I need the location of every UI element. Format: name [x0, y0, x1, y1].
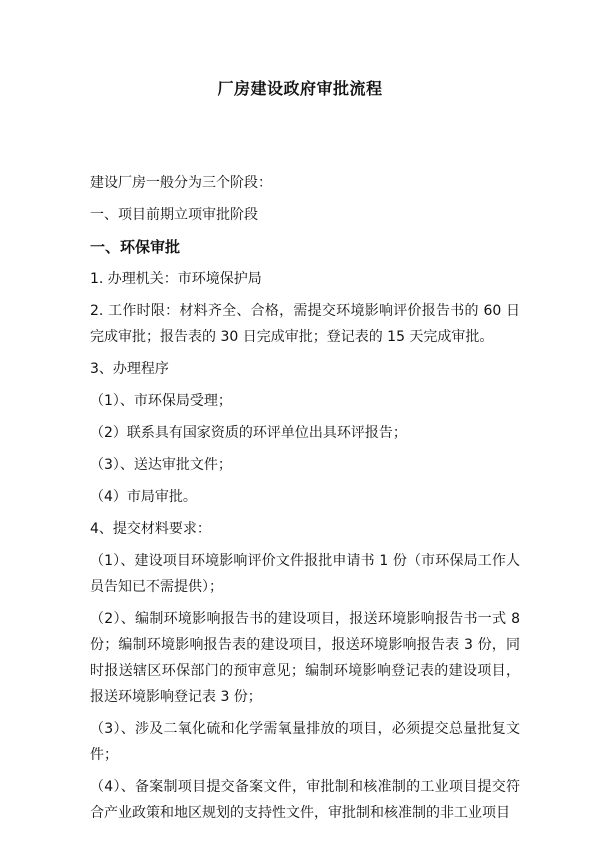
list-item-material-3: （3）、涉及二氧化硫和化学需氧量排放的项目，必须提交总量批复文件； [90, 721, 520, 763]
list-item-procedure-3: （3）、送达审批文件； [90, 457, 232, 473]
paragraph-intro: 建设厂房一般分为三个阶段： [90, 175, 272, 191]
list-item-material-1: （1）、建设项目环境影响评价文件报批申请书 1 份（市环保局工作人员告知已不需提供）； [90, 553, 520, 595]
document-title: 厂房建设政府审批流程 [217, 79, 383, 98]
paragraph-materials-heading: 4、提交材料要求： [90, 521, 211, 537]
paragraph-procedure-heading: 3、办理程序 [90, 361, 169, 377]
list-item-material-4: （4）、备案制项目提交备案文件，审批制和核准制的工业项目提交符合产业政策和地区规划的支持性文件，审批制和核准制的非工业项目 [90, 779, 520, 821]
list-item-procedure-1: （1）、市环保局受理； [90, 393, 232, 409]
section-heading-stage-one: 一、项目前期立项审批阶段 [90, 207, 258, 223]
list-item-material-2: （2）、编制环境影响报告书的建设项目，报送环境影响报告书一式 8 份；编制环境影响报告表的建设项目，报送环境影响报告表 3 份，同时报送辖区环保部门的预审意见；编制环境影响登记表的建设项目，报送环境影响登记表 3 份； [90, 611, 525, 705]
list-item-procedure-2: （2）联系具有国家资质的环评单位出具环评报告； [90, 425, 407, 441]
subsection-heading-environmental-approval: 一、环保审批 [90, 238, 181, 256]
document-body [90, 170, 525, 832]
list-item-procedure-4: （4）市局审批。 [90, 489, 197, 505]
paragraph-handling-agency: 1. 办理机关：市环境保护局 [90, 271, 262, 287]
paragraph-time-limit: 2. 工作时限：材料齐全、合格，需提交环境影响评价报告书的 60 日完成审批；报告表的 30 日完成审批；登记表的 15 天完成审批。 [90, 303, 520, 345]
